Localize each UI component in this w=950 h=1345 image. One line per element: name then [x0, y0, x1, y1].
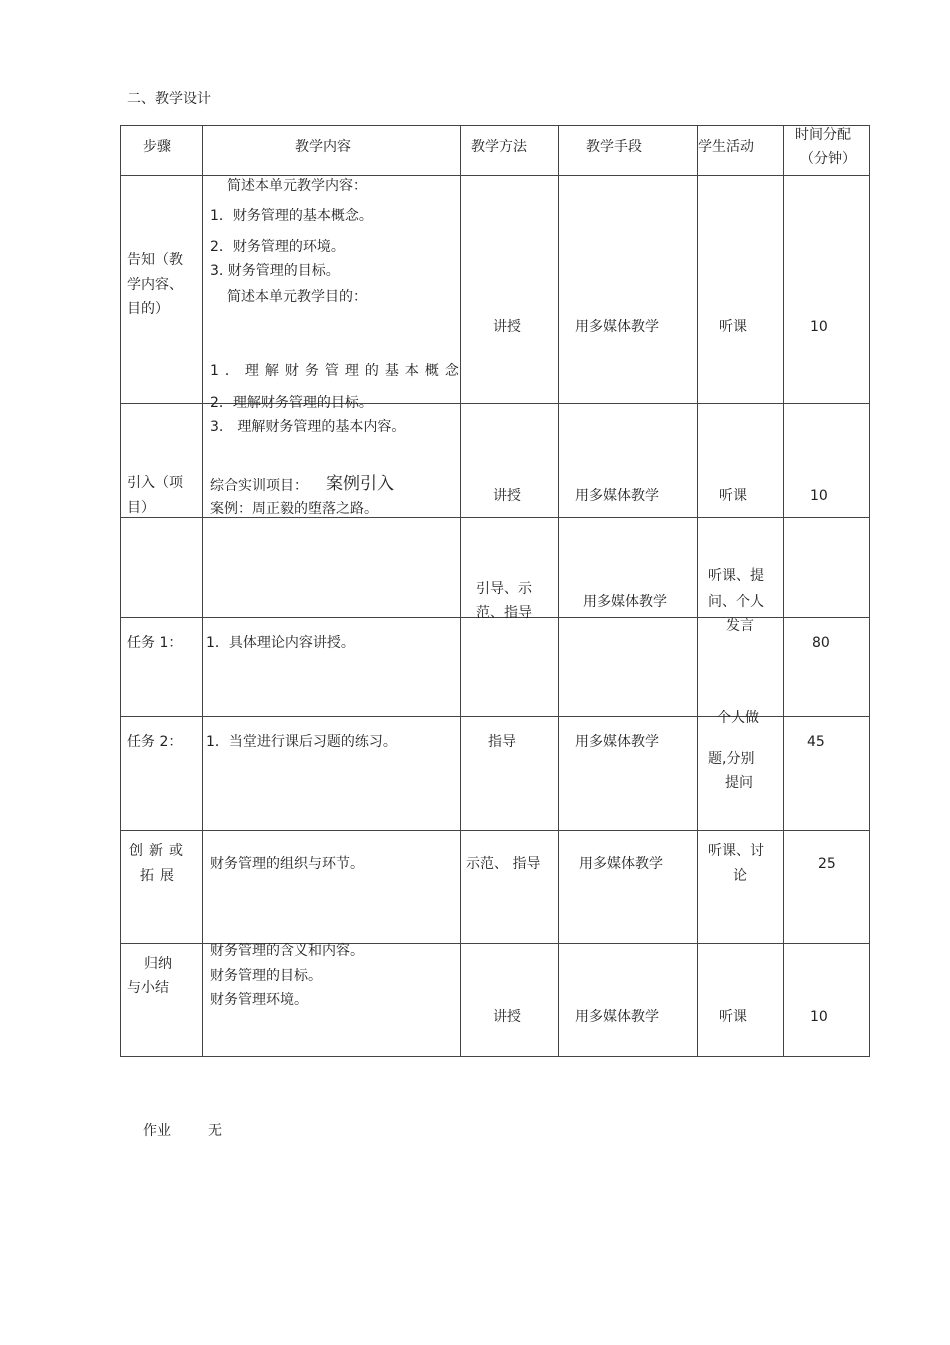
table-row-divider: [120, 830, 870, 831]
step-task2: 任务 2：: [127, 734, 183, 750]
time-summary: 10: [810, 1009, 828, 1025]
step-summary: 归纳: [144, 956, 172, 972]
time-expand: 25: [818, 856, 836, 872]
header-content: 教学内容: [295, 139, 351, 155]
method-lead: 讲授: [493, 488, 521, 504]
table-col-divider: [697, 125, 698, 1056]
content-intro-line: 简述本单元教学内容：: [227, 178, 367, 194]
activity-task2: 题,分别: [708, 751, 755, 767]
method-intro: 讲授: [493, 319, 521, 335]
time-task1: 80: [812, 635, 830, 651]
content-expand: 财务管理的组织与环节。: [210, 856, 364, 872]
activity-guide: 听课、提: [708, 568, 764, 584]
step-lead: 目）: [127, 500, 155, 516]
step-expand: 拓展: [140, 868, 180, 884]
activity-expand: 听课、讨: [708, 843, 764, 859]
table-col-divider: [202, 125, 203, 1056]
activity-summary: 听课: [719, 1009, 747, 1025]
table-col-divider: [558, 125, 559, 1056]
method-task2: 指导: [488, 734, 516, 750]
content-summary-line: 财务管理的含义和内容。: [210, 943, 364, 959]
content-intro-line: 1．财务管理的基本概念。: [210, 208, 373, 224]
step-intro: 告知（教: [127, 252, 183, 268]
content-intro-line: 2．理解财务管理的目标。: [210, 395, 373, 411]
homework-label: 作业: [143, 1123, 171, 1139]
activity-task2: 提问: [725, 775, 753, 791]
step-intro: 学内容、: [127, 277, 183, 293]
content-task2: 1．当堂进行课后习题的练习。: [206, 734, 397, 750]
content-task1: 1．具体理论内容讲授。: [206, 635, 355, 651]
case-title: 案例：周正毅的堕落之路。: [210, 501, 378, 517]
means-guide: 用多媒体教学: [583, 594, 667, 610]
header-time: 时间分配: [795, 127, 851, 143]
header-method: 教学方法: [471, 139, 527, 155]
content-intro-line: 2．财务管理的环境。: [210, 239, 345, 255]
step-summary: 与小结: [127, 980, 169, 996]
activity-expand: 论: [733, 868, 747, 884]
table-col-divider: [460, 125, 461, 1056]
project-label: 综合实训项目：: [210, 478, 308, 494]
step-expand: 创新或: [129, 843, 189, 859]
time-task2: 45: [807, 734, 825, 750]
time-intro: 10: [810, 319, 828, 335]
table-border-bottom: [120, 1056, 870, 1057]
step-lead: 引入（项: [127, 475, 183, 491]
means-expand: 用多媒体教学: [579, 856, 663, 872]
section-title: 二、教学设计: [127, 91, 211, 107]
means-intro: 用多媒体教学: [575, 319, 659, 335]
step-intro: 目的）: [127, 301, 169, 317]
means-lead: 用多媒体教学: [575, 488, 659, 504]
table-row-divider: [120, 175, 870, 176]
method-guide: 范、指导: [476, 605, 532, 621]
content-intro-line: 3. 财务管理的目标。: [210, 263, 340, 279]
method-summary: 讲授: [493, 1009, 521, 1025]
header-activity: 学生活动: [698, 139, 754, 155]
activity-lead: 听课: [719, 488, 747, 504]
content-intro-line: 3. 理解财务管理的基本内容。: [210, 419, 406, 435]
method-guide: 引导、示: [476, 581, 532, 597]
homework-value: 无: [208, 1123, 222, 1139]
table-border-right: [869, 125, 870, 1056]
activity-guide: 发言: [726, 618, 754, 634]
table-border-left: [120, 125, 121, 1056]
activity-task2: 个人做: [717, 710, 759, 726]
content-summary-line: 财务管理的目标。: [210, 968, 322, 984]
activity-intro: 听课: [719, 319, 747, 335]
header-means: 教学手段: [586, 139, 642, 155]
method-expand: 示范、 指导: [466, 856, 541, 872]
activity-guide: 问、个人: [708, 594, 764, 610]
time-lead: 10: [810, 488, 828, 504]
content-intro-line: 简述本单元教学目的：: [227, 289, 367, 305]
step-task1: 任务 1：: [127, 635, 183, 651]
content-summary-line: 财务管理环境。: [210, 992, 308, 1008]
means-summary: 用多媒体教学: [575, 1009, 659, 1025]
header-step: 步骤: [143, 139, 171, 155]
project-name: 案例引入: [326, 474, 394, 494]
table-col-divider: [783, 125, 784, 1056]
table-border-top: [120, 125, 870, 126]
header-time-unit: （分钟）: [800, 151, 856, 167]
content-intro-line: 1．理解财务管理的基本概念: [210, 363, 465, 379]
means-task2: 用多媒体教学: [575, 734, 659, 750]
